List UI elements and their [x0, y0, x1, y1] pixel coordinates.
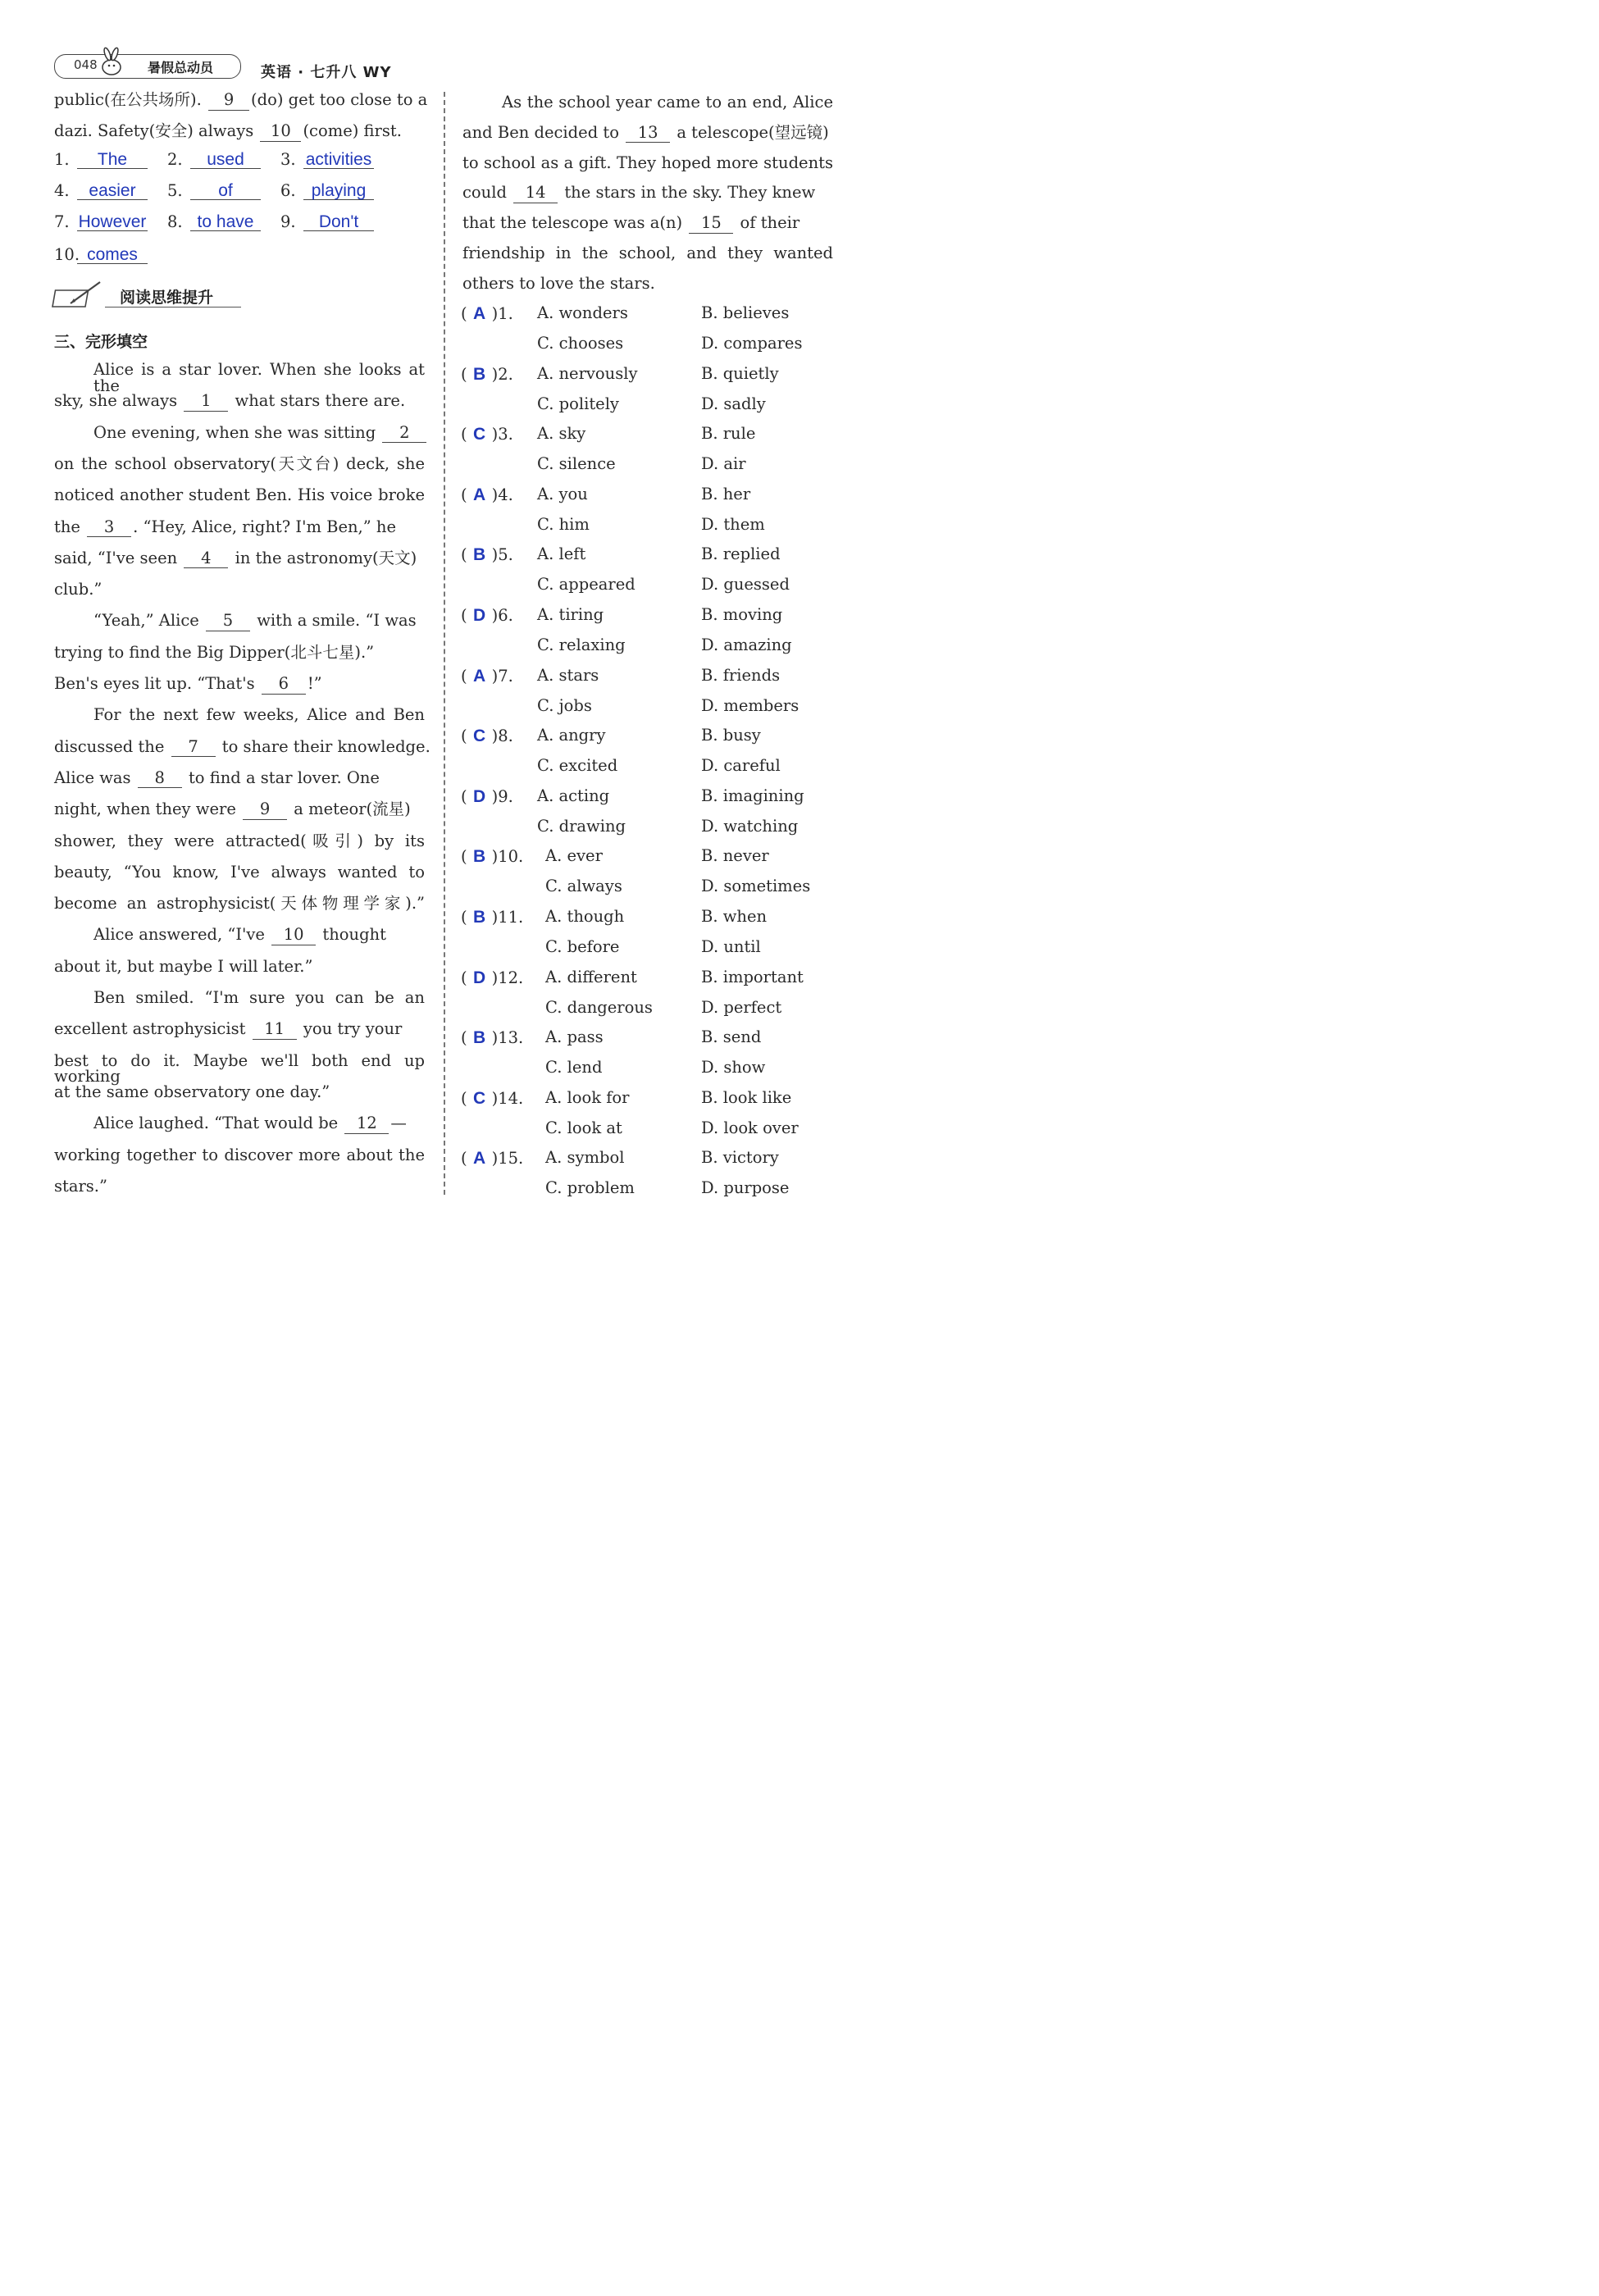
- paren: (: [461, 786, 467, 806]
- option-d: D. sometimes: [701, 877, 811, 896]
- paren: (: [461, 727, 467, 746]
- column-divider: [444, 92, 445, 1195]
- passage-text: “Yeah,” Alice: [93, 611, 204, 631]
- passage-line: [502, 94, 833, 114]
- paren: (: [461, 968, 467, 987]
- question-row: [461, 1090, 523, 1107]
- blank-number: 6: [262, 676, 306, 695]
- option-c: C. him: [537, 514, 590, 534]
- item-number: 5.: [167, 181, 183, 200]
- passage-text: thought: [317, 925, 386, 945]
- option-d: D. perfect: [701, 997, 782, 1017]
- passage-text: club.”: [54, 580, 102, 599]
- passage-text: to school as a gift. They hoped more students: [462, 153, 833, 172]
- passage-text: friendship in the school, and they wanted: [462, 244, 833, 262]
- answer-letter: A: [473, 485, 486, 504]
- option-c: C. silence: [537, 454, 616, 474]
- option-a: A. acting: [537, 786, 610, 805]
- option-a: A. you: [537, 484, 588, 503]
- option-a: A. though: [545, 907, 625, 926]
- question-number: 2.: [498, 364, 513, 384]
- paren: ): [491, 485, 499, 504]
- item-number: 3.: [280, 150, 296, 169]
- option-b: B. rule: [701, 424, 756, 444]
- answer-text: activities: [303, 151, 374, 169]
- blank-number: 1: [184, 393, 228, 412]
- paren: (: [461, 485, 467, 504]
- passage-line: [462, 273, 833, 293]
- option-d: D. members: [701, 695, 800, 715]
- fill-answer-item: [167, 182, 261, 200]
- paren: ): [491, 968, 499, 987]
- paren: (: [461, 1149, 467, 1168]
- answer-text: of: [190, 182, 261, 200]
- option-c: C. excited: [537, 756, 618, 776]
- passage-text: on the school observatory(天文台) deck, she: [54, 453, 425, 473]
- option-c: C. problem: [545, 1178, 635, 1198]
- passage-text: One evening, when she was sitting: [93, 422, 381, 442]
- question-row: [461, 546, 513, 563]
- answer-text: However: [78, 212, 147, 231]
- fill-answer-item: [54, 151, 148, 169]
- blank-number: 11: [253, 1021, 297, 1040]
- item-number: 10.: [54, 245, 80, 264]
- passage-text: stars.”: [54, 1176, 107, 1196]
- paren: (: [461, 847, 467, 867]
- option-a: A. sky: [537, 424, 586, 444]
- passage-text: trying to find the Big Dipper(北斗七星).”: [54, 642, 375, 662]
- paren: ): [491, 425, 499, 444]
- answer-text: used: [190, 151, 261, 169]
- blank-number: 12: [344, 1115, 389, 1134]
- passage-line: [462, 245, 833, 265]
- passage-line: [93, 613, 425, 631]
- option-b: B. look like: [701, 1087, 792, 1107]
- question-number: 13.: [498, 1028, 524, 1048]
- passage-text: a telescope(望远镜): [672, 122, 829, 142]
- option-a: A. ever: [545, 846, 603, 866]
- option-a: A. nervously: [537, 363, 638, 383]
- passage-text: others to love the stars.: [462, 273, 655, 293]
- passage-text: beauty, “You know, I've always wanted to: [54, 862, 425, 882]
- blank-number: 8: [138, 770, 182, 789]
- option-b: B. busy: [701, 726, 761, 745]
- answer-letter: D: [473, 786, 486, 806]
- question-row: [461, 788, 513, 805]
- paren: ): [491, 304, 499, 323]
- answer-letter: D: [473, 606, 486, 625]
- item-number: 2.: [167, 150, 183, 169]
- blank-number: 13: [626, 125, 670, 144]
- blank-number: 2: [382, 425, 426, 444]
- passage-text: of their: [735, 213, 800, 233]
- passage-text: with a smile. “I was: [252, 611, 417, 631]
- passage-line: [54, 550, 425, 569]
- option-b: B. never: [701, 846, 769, 866]
- paren: (: [461, 425, 467, 444]
- blank-number: 10: [260, 123, 301, 142]
- question-number: 6.: [498, 606, 513, 625]
- option-a: A. symbol: [545, 1148, 625, 1168]
- part-title: 三、完形填空: [54, 333, 148, 351]
- option-c: C. relaxing: [537, 636, 626, 654]
- answer-text: The: [77, 151, 148, 169]
- option-c: C. look at: [545, 1118, 622, 1137]
- question-number: 4.: [498, 485, 513, 504]
- passage-text: Alice answered, “I've: [93, 925, 271, 945]
- option-b: B. imagining: [701, 786, 804, 805]
- passage-text: Alice laughed. “That would be: [93, 1114, 344, 1133]
- option-a: A. different: [545, 967, 637, 986]
- passage-text: Alice was: [54, 768, 136, 787]
- option-d: D. show: [701, 1058, 766, 1077]
- passage-text: the: [54, 517, 86, 536]
- question-row: [461, 1029, 523, 1046]
- passage-text: —: [390, 1114, 407, 1133]
- passage-text: night, when they were: [54, 800, 242, 819]
- blank-number: 3: [87, 519, 131, 538]
- passage-line: [54, 1050, 425, 1086]
- passage-text: in the astronomy(天文): [230, 548, 417, 567]
- pencil-book-icon: [54, 279, 105, 312]
- option-b: B. moving: [701, 605, 783, 624]
- blank-number: 5: [206, 613, 250, 631]
- question-row: [461, 909, 523, 926]
- intro-line: [54, 92, 426, 111]
- passage-text: could: [462, 183, 512, 203]
- paren: (: [461, 1088, 467, 1108]
- passage-line: [93, 422, 425, 444]
- passage-line: [54, 833, 425, 853]
- question-number: 11.: [498, 908, 524, 927]
- passage-text: !”: [307, 674, 322, 693]
- blank-number: 4: [184, 550, 228, 569]
- option-a: A. left: [537, 544, 586, 564]
- fill-answer-item: [54, 213, 148, 231]
- passage-line: [54, 1021, 425, 1040]
- paren: ): [491, 364, 499, 384]
- option-a: A. stars: [537, 665, 599, 685]
- answer-letter: C: [473, 425, 486, 444]
- fill-answer-item: [54, 246, 148, 264]
- passage-text: excellent astrophysicist: [54, 1019, 251, 1039]
- section-title: 阅读思维提升: [120, 289, 214, 307]
- option-c: C. before: [545, 937, 620, 956]
- passage-line: [54, 956, 425, 976]
- option-b: B. important: [701, 967, 804, 986]
- option-c: C. drawing: [537, 816, 626, 836]
- paren: ): [491, 786, 499, 806]
- fill-answer-item: [280, 182, 374, 200]
- paren: (: [461, 606, 467, 625]
- question-row: [461, 727, 513, 745]
- passage-text: at the same observatory one day.”: [54, 1082, 330, 1101]
- option-c: C. politely: [537, 394, 619, 413]
- item-number: 6.: [280, 181, 296, 200]
- passage-line: [54, 581, 425, 598]
- question-row: [461, 607, 513, 624]
- option-a: A. look for: [545, 1087, 630, 1107]
- section-underline: [105, 307, 241, 308]
- passage-text: noticed another student Ben. His voice broke: [54, 485, 425, 505]
- paren: ): [491, 908, 499, 927]
- answer-letter: C: [473, 727, 486, 746]
- paren: (: [461, 304, 467, 323]
- answer-letter: C: [473, 1088, 486, 1108]
- option-b: B. friends: [701, 665, 781, 685]
- paren: ): [491, 1088, 499, 1108]
- intro-line: [54, 123, 426, 142]
- answer-letter: A: [473, 304, 486, 323]
- option-d: D. look over: [701, 1118, 799, 1137]
- option-d: D. sadly: [701, 394, 766, 413]
- passage-text: best to do it. Maybe we'll both end up working: [54, 1050, 425, 1086]
- passage-line: [462, 155, 833, 175]
- option-b: B. when: [701, 907, 768, 926]
- passage-text: to find a star lover. One: [183, 768, 380, 787]
- paren: ): [491, 666, 499, 686]
- subject-title: 英语 · 七升八 WY: [261, 64, 392, 81]
- option-a: A. angry: [537, 726, 606, 745]
- passage-line: [93, 707, 425, 727]
- answer-letter: B: [473, 545, 486, 565]
- blank-number: 7: [171, 739, 216, 758]
- question-number: 14.: [498, 1088, 524, 1108]
- paren: (: [461, 545, 467, 565]
- intro-text: (do) get too close to a: [251, 90, 428, 109]
- passage-line: [54, 453, 425, 476]
- option-d: D. until: [701, 937, 761, 956]
- passage-text: to share their knowledge.: [216, 736, 430, 756]
- question-row: [461, 1150, 523, 1167]
- item-number: 8.: [167, 212, 183, 231]
- passage-line: [54, 393, 425, 412]
- question-row: [461, 305, 513, 322]
- passage-text: As the school year came to an end, Alice: [502, 93, 833, 112]
- blank-number: 10: [271, 927, 316, 945]
- passage-line: [54, 676, 425, 695]
- passage-text: you try your: [298, 1019, 403, 1039]
- passage-line: [54, 1178, 425, 1195]
- option-d: D. them: [701, 514, 765, 534]
- question-row: [461, 486, 513, 503]
- option-a: A. wonders: [537, 303, 628, 322]
- paren: ): [491, 727, 499, 746]
- option-b: B. replied: [701, 544, 781, 564]
- passage-line: [54, 1084, 425, 1100]
- fill-answer-item: [167, 213, 261, 231]
- passage-text: become an astrophysicist(天体物理学家).”: [54, 894, 425, 913]
- option-c: C. appeared: [537, 575, 636, 594]
- paren: ): [491, 1028, 499, 1048]
- passage-line: [54, 895, 425, 915]
- option-d: D. compares: [701, 334, 803, 353]
- paren: (: [461, 666, 467, 686]
- blank-number: 14: [513, 184, 558, 203]
- answer-letter: B: [473, 908, 486, 927]
- question-row: [461, 667, 513, 685]
- option-d: D. guessed: [701, 575, 790, 594]
- paren: (: [461, 908, 467, 927]
- option-b: B. quietly: [701, 363, 779, 383]
- passage-text: shower, they were attracted(吸引) by its: [54, 831, 425, 850]
- question-row: [461, 848, 523, 865]
- passage-text: said, “I've seen: [54, 548, 183, 567]
- answer-letter: D: [473, 968, 486, 987]
- passage-line: [54, 519, 425, 538]
- answer-text: easier: [77, 182, 148, 200]
- passage-line: [93, 1115, 425, 1134]
- passage-line: [54, 864, 425, 884]
- option-b: B. send: [701, 1027, 762, 1047]
- answer-letter: B: [473, 847, 486, 867]
- passage-line: [54, 801, 425, 820]
- item-number: 9.: [280, 212, 296, 231]
- worksheet-page: [0, 0, 886, 1272]
- fill-answer-item: [280, 151, 374, 169]
- passage-line: [462, 184, 833, 203]
- question-number: 7.: [498, 666, 513, 686]
- question-row: [461, 969, 523, 986]
- passage-text: that the telescope was a(n): [462, 213, 688, 233]
- fill-answer-item: [54, 182, 148, 200]
- passage-text: Alice is a star lover. When she looks at the: [93, 360, 425, 395]
- option-c: C. jobs: [537, 695, 592, 715]
- option-d: D. careful: [701, 756, 781, 776]
- option-b: B. believes: [701, 303, 790, 322]
- option-d: D. air: [701, 454, 746, 474]
- intro-text: dazi. Safety(安全) always: [54, 121, 259, 140]
- option-c: C. always: [545, 877, 622, 896]
- paren: (: [461, 1028, 467, 1048]
- bunny-mascot-icon: [97, 48, 126, 77]
- answer-text: Don't: [303, 213, 374, 231]
- question-number: 9.: [498, 786, 513, 806]
- passage-text: . “Hey, Alice, right? I'm Ben,” he: [133, 517, 397, 536]
- question-number: 12.: [498, 968, 524, 987]
- fill-answer-item: [167, 151, 261, 169]
- passage-line: [54, 736, 430, 758]
- passage-line: [93, 360, 425, 395]
- item-number: 4.: [54, 181, 70, 200]
- passage-text: and Ben decided to: [462, 122, 625, 142]
- passage-line: [54, 770, 425, 789]
- answer-text: playing: [303, 182, 374, 200]
- answer-text: to have: [190, 213, 261, 231]
- question-number: 1.: [498, 304, 513, 323]
- option-b: B. victory: [701, 1148, 779, 1168]
- question-number: 5.: [498, 545, 513, 565]
- question-row: [461, 366, 513, 383]
- answer-letter: B: [473, 364, 486, 384]
- blank-number: 9: [208, 92, 249, 111]
- passage-line: [462, 215, 833, 234]
- question-row: [461, 426, 513, 443]
- option-d: D. amazing: [701, 636, 792, 654]
- question-number: 15.: [498, 1149, 524, 1168]
- passage-line: [93, 990, 425, 1009]
- passage-text: sky, she always: [54, 391, 183, 411]
- passage-line: [54, 1147, 425, 1167]
- paren: ): [491, 1149, 499, 1168]
- question-number: 10.: [498, 847, 524, 867]
- intro-text: public(在公共场所).: [54, 90, 207, 109]
- passage-text: Ben's eyes lit up. “That's: [54, 674, 260, 693]
- page-number: 048: [74, 57, 98, 72]
- answer-letter: A: [473, 1149, 486, 1168]
- item-number: 1.: [54, 150, 70, 169]
- passage-text: discussed the: [54, 736, 170, 756]
- answer-letter: A: [473, 666, 486, 686]
- item-number: 7.: [54, 212, 70, 231]
- paren: ): [491, 606, 499, 625]
- passage-text: a meteor(流星): [289, 800, 411, 819]
- passage-text: the stars in the sky. They knew: [559, 183, 816, 203]
- option-c: C. chooses: [537, 334, 624, 353]
- passage-line: [54, 487, 425, 507]
- passage-text: working together to discover more about the: [54, 1145, 425, 1164]
- option-a: A. pass: [545, 1027, 604, 1047]
- series-title: 暑假总动员: [148, 60, 214, 75]
- question-number: 8.: [498, 727, 513, 746]
- paren: (: [461, 364, 467, 384]
- intro-text: (come) first.: [303, 121, 402, 140]
- passage-line: [54, 642, 425, 662]
- passage-text: what stars there are.: [230, 391, 406, 411]
- paren: ): [491, 847, 499, 867]
- passage-text: For the next few weeks, Alice and Ben: [93, 705, 425, 725]
- option-b: B. her: [701, 484, 751, 503]
- option-d: D. watching: [701, 816, 799, 836]
- passage-line: [93, 927, 425, 945]
- paren: ): [491, 545, 499, 565]
- option-a: A. tiring: [537, 605, 604, 624]
- option-c: C. dangerous: [545, 997, 653, 1017]
- option-c: C. lend: [545, 1058, 603, 1077]
- blank-number: 15: [689, 215, 733, 234]
- answer-text: comes: [77, 246, 148, 264]
- passage-text: Ben smiled. “I'm sure you can be an: [93, 988, 425, 1007]
- passage-line: [462, 122, 833, 144]
- question-number: 3.: [498, 425, 513, 444]
- passage-text: about it, but maybe I will later.”: [54, 956, 313, 976]
- fill-answer-item: [280, 213, 374, 231]
- answer-letter: B: [473, 1028, 486, 1048]
- blank-number: 9: [243, 801, 287, 820]
- option-d: D. purpose: [701, 1178, 790, 1198]
